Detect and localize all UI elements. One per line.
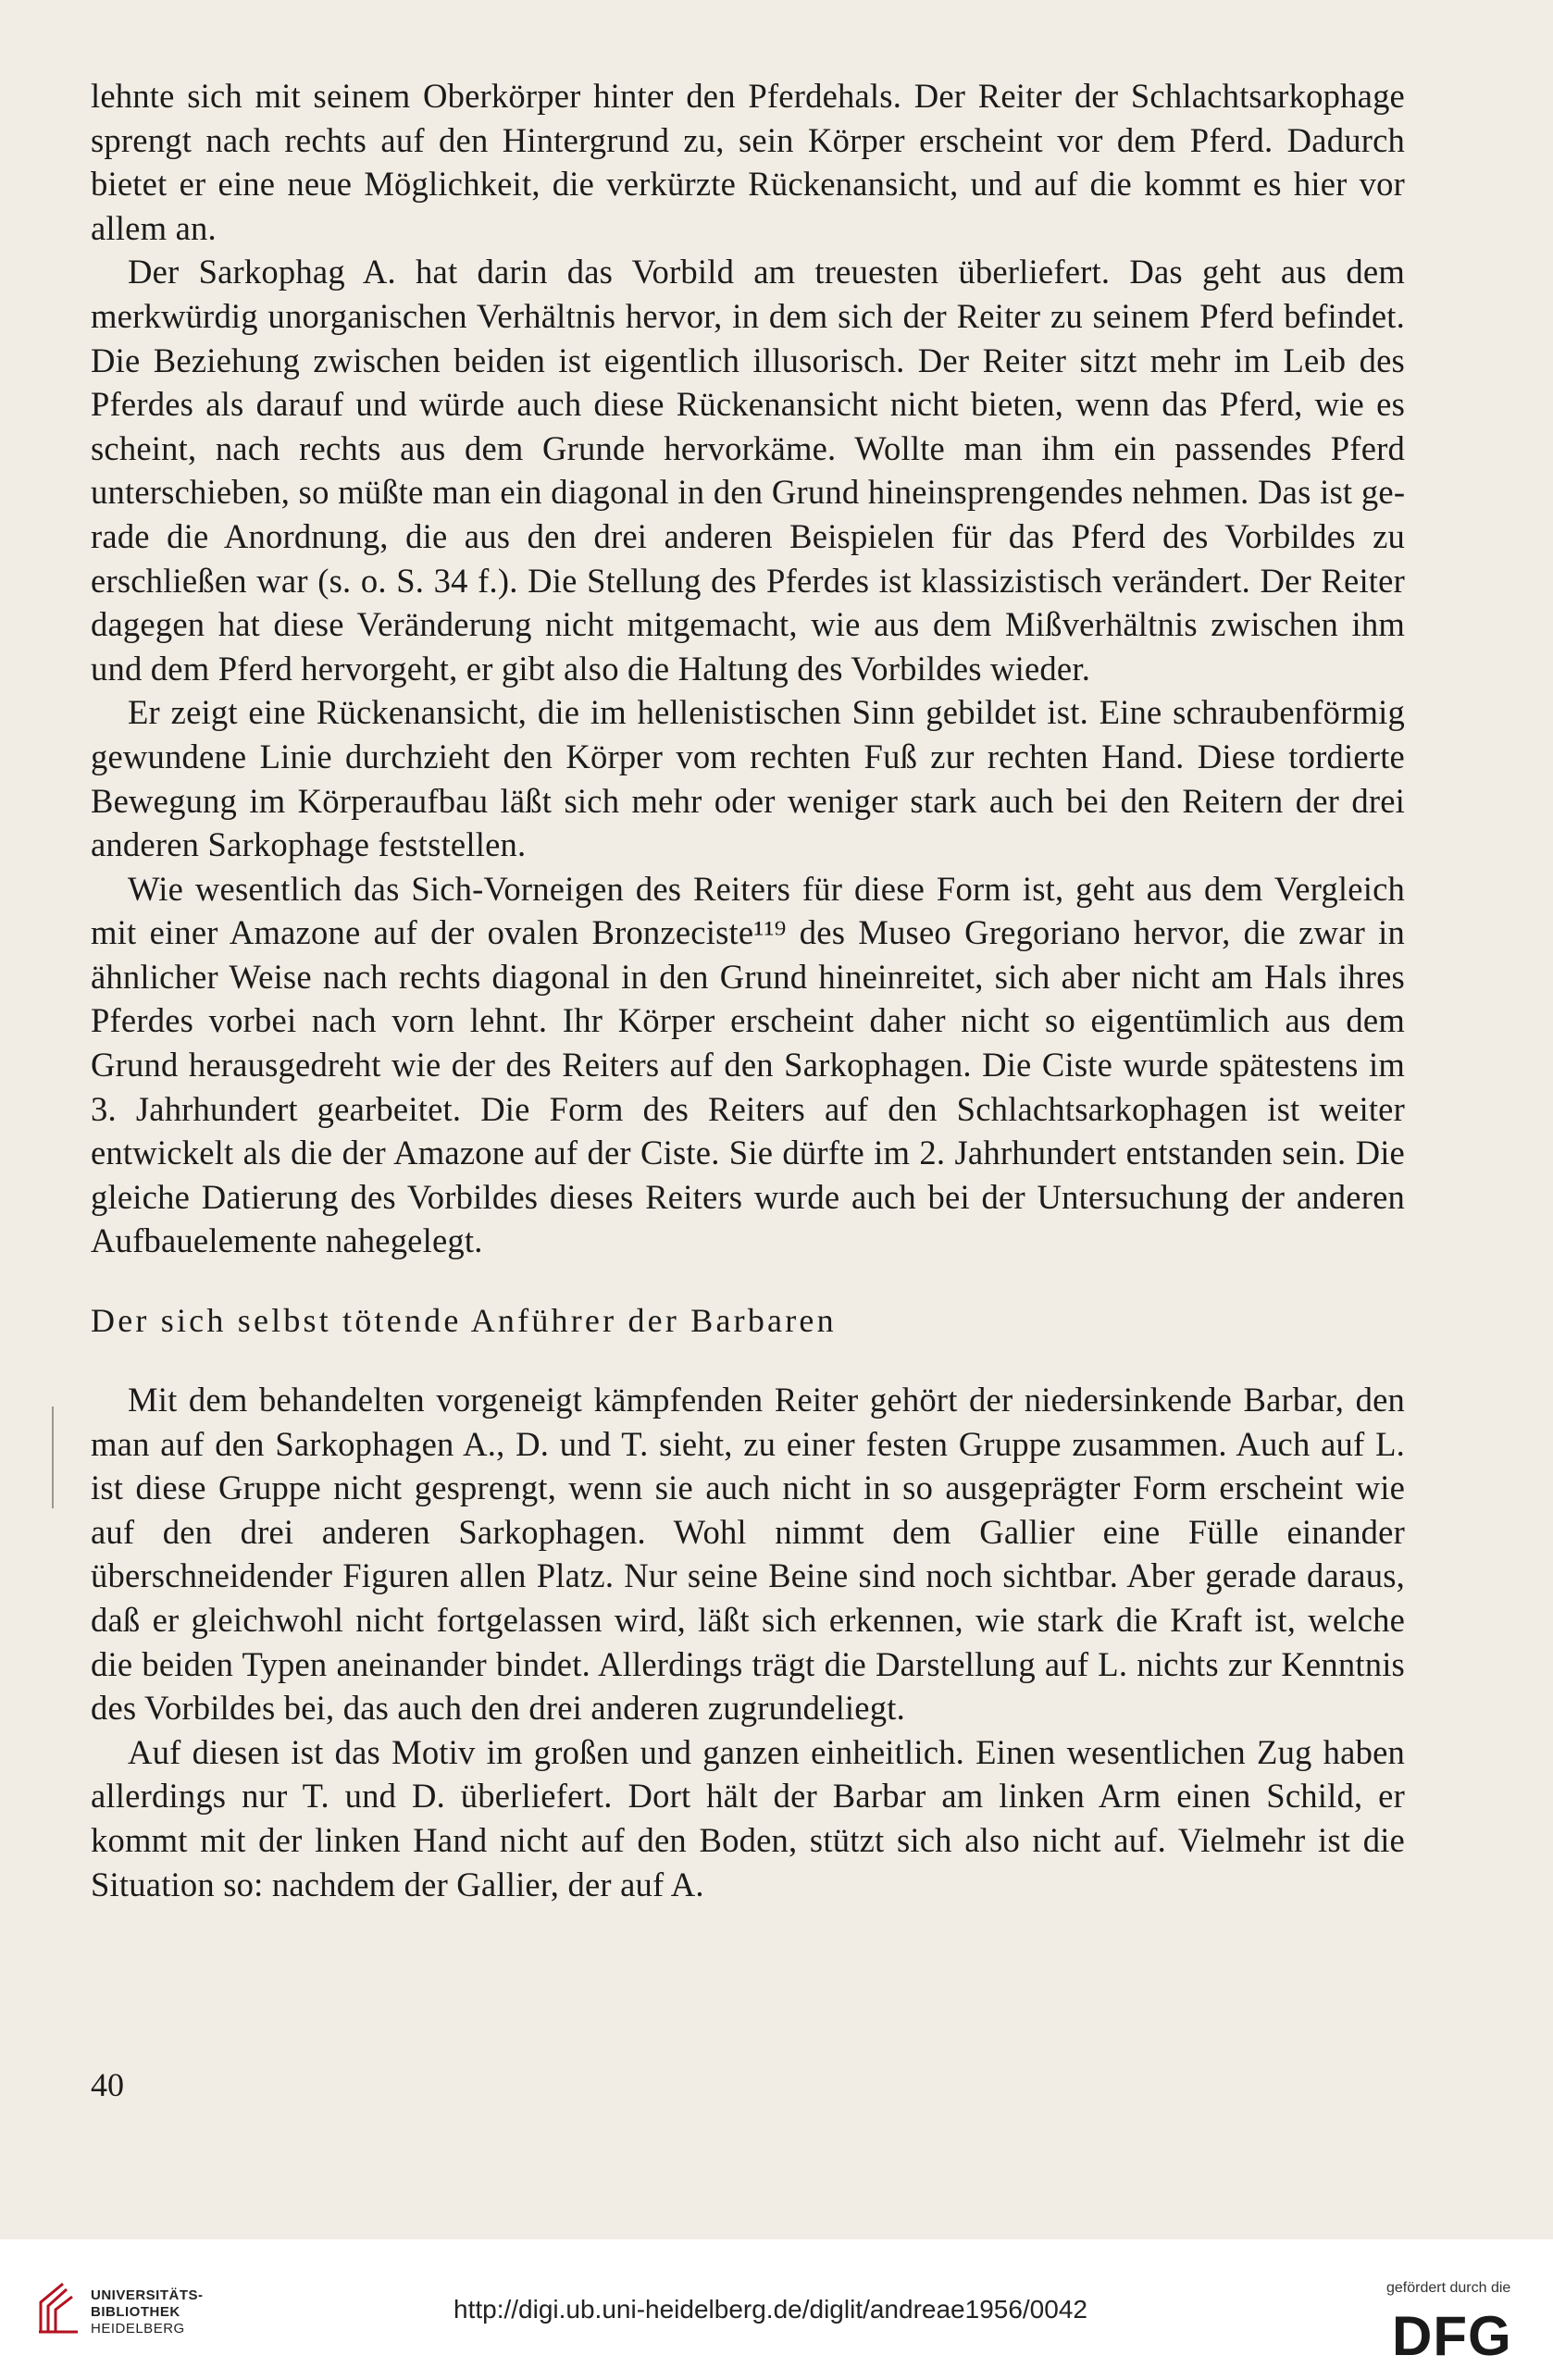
section-heading: Der sich selbst tötende Anführer der Barbaren [91,1302,837,1340]
paragraph-2: Der Sarkophag A. hat darin das Vorbild am treuesten überliefert. Das geht aus dem merkwürdig unorganischen Verhältnis hervor, in dem sich der Reiter zu seinem Pferd befindet. Die Beziehung zwischen beiden ist eigentlich illusorisch. Der Reiter sitzt mehr im Leib des Pferdes als darauf und würde auch diese Rückenansicht nicht bieten, wenn das Pferd, wie es scheint, nach rechts aus dem Grunde hervorkäme. Wollte man ihm ein passendes Pferd unterschieben, so müßte man ein diagonal in den Grund hineinsprengendes nehmen. Das ist gerade die Anordnung, die aus den drei anderen Beispielen für das Pferd des Vorbildes zu erschließen war (s. o. S. 34 f.). Die Stellung des Pferdes ist klassizistisch verändert. Der Reiter dagegen hat diese Veränderung nicht mitgemacht, wie aus dem Mißverhältnis zwischen ihm und dem Pferd hervorgeht, er gibt also die Haltung des Vorbildes wieder. [91,253,1405,688]
page-number: 40 [91,2066,124,2103]
margin-mark [52,1407,54,1508]
dfg-logo: DFG [1392,2305,1512,2367]
library-logo-icon [35,2280,81,2336]
paragraph-3: Er zeigt eine Rückenansicht, die im hellenistischen Sinn gebildet ist. Eine schraubenförmig gewundene Linie durchzieht den Körper vom rechten Fuß zur rechten Hand. Diese tordierte Bewegung im Körperaufbau läßt sich mehr oder weniger stark auch bei den Reitern der drei anderen Sarkophage feststellen. [91,693,1405,864]
library-name: UNIVERSITÄTS- BIBLIOTHEK HEIDELBERG [91,2287,204,2337]
paragraph-1: lehnte sich mit seinem Oberkörper hinter den Pferdehals. Der Reiter der Schlachtsarkophage sprengt nach rechts auf den Hintergrund zu, sein Körper erscheint vor dem Pferd. Dadurch bietet er eine neue Möglichkeit, die verkürzte Rückenansicht, und auf die kommt es hier vor allem an. [91,77,1405,247]
footer-bar [0,2239,1553,2380]
funded-by-caption: gefördert durch die [1386,2280,1511,2296]
paragraph-4: Wie wesentlich das Sich-Vorneigen des Reiters für diese Form ist, geht aus dem Vergleich mit einer Amazone auf der ovalen Bronzeciste¹¹⁹ des Museo Gregoriano hervor, die zwar in ähnlicher Weise nach rechts diagonal in den Grund hineinreitet, sich aber nicht am Hals ihres Pferdes vorbei nach vorn lehnt. Ihr Körper erscheint daher nicht so eigentümlich aus dem Grund herausgedreht wie der des Reiters auf den Sarkophagen. Die Ciste wurde spätestens im 3. Jahrhundert gearbeitet. Die Form des Reiters auf den Schlachtsarkophagen ist weiter entwickelt als die der Amazone auf der Ciste. Sie dürfte im 2. Jahrhundert entstanden sein. Die gleiche Datierung des Vorbildes dieses Reiters wurde auch bei der Untersuchung der anderen Aufbauelemente nahegelegt. [91,869,1405,1260]
paragraph-6: Auf diesen ist das Motiv im großen und ganzen einheitlich. Einen wesentlichen Zug haben allerdings nur T. und D. überliefert. Dort hält der Barbar am linken Arm einen Schild, er kommt mit der linken Hand nicht auf den Boden, stützt sich also nicht auf. Vielmehr ist die Situation so: nachdem der Gallier, der auf A. [91,1732,1405,1903]
source-url-link[interactable]: http://digi.ub.uni-heidelberg.de/diglit/andreae1956/0042 [453,2295,1087,2324]
body-text [91,74,1405,1906]
paragraph-5: Mit dem behandelten vorgeneigt kämpfenden Reiter gehört der niedersinkende Barbar, den man auf den Sarkophagen A., D. und T. sieht, zu einer festen Gruppe zusammen. Auch auf L. ist diese Gruppe nicht gesprengt, wenn sie auch nicht in so ausgeprägter Form erscheint wie auf den drei anderen Sarkophagen. Wohl nimmt dem Gallier eine Fülle einander überschneidender Figuren allen Platz. Nur seine Beine sind noch sichtbar. Aber gerade daraus, daß er gleichwohl nicht fortgelassen wird, läßt sich erkennen, wie stark die Kraft ist, welche die beiden Typen aneinander bindet. Allerdings trägt die Darstellung auf L. nichts zur Kenntnis des Vorbildes bei, das auch den drei anderen zugrundeliegt. [91,1381,1405,1728]
